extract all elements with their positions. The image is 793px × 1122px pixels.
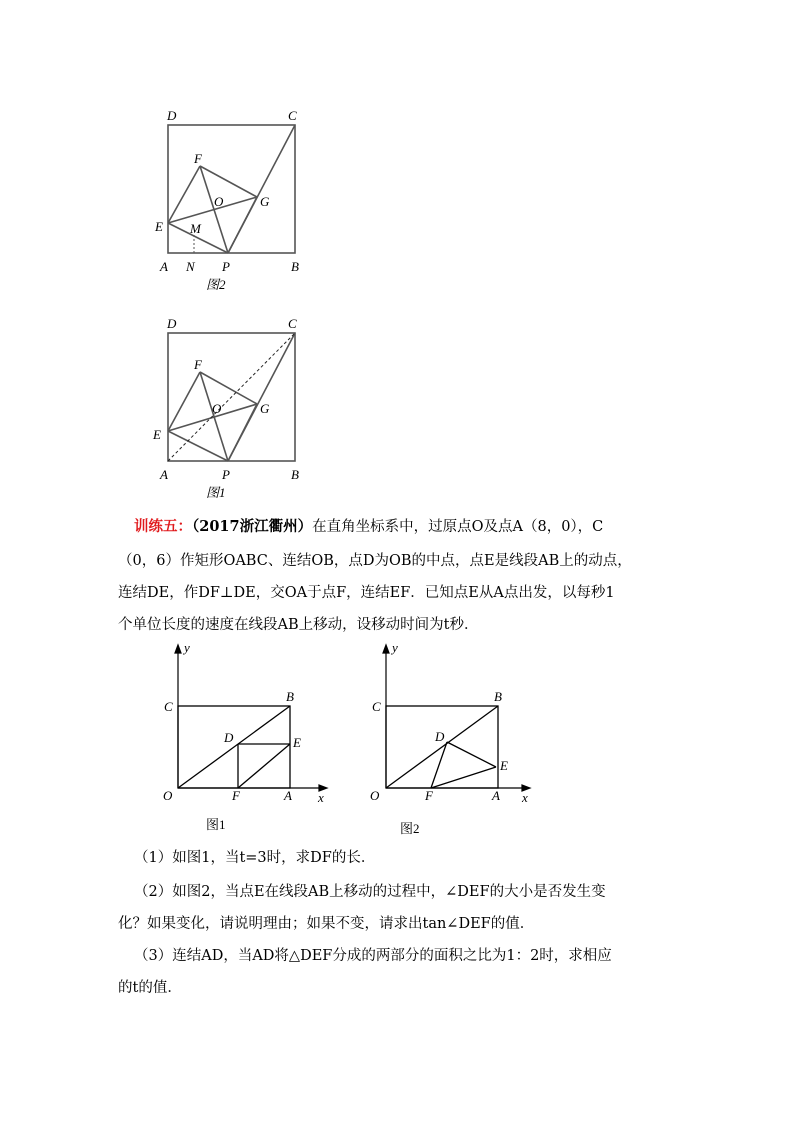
label-d: D	[167, 108, 177, 123]
question-2-line-1: （2）如图2，当点E在线段AB上移动的过程中，∠DEF的大小是否发生变	[134, 884, 606, 900]
label-o: O	[370, 788, 380, 803]
label-x: x	[318, 790, 324, 805]
segment-eg	[168, 197, 257, 223]
label-c: C	[288, 316, 297, 331]
label-f: F	[194, 357, 202, 372]
square-figure-1	[150, 313, 310, 503]
label-e: E	[155, 219, 163, 234]
figure-caption: 图1	[206, 817, 226, 832]
label-f: F	[425, 788, 433, 803]
label-b: B	[286, 689, 294, 704]
label-c: C	[288, 108, 297, 123]
figure-caption: 图2	[400, 821, 420, 836]
segment-ef	[238, 744, 290, 788]
label-a: A	[284, 788, 292, 803]
label-p: P	[222, 467, 230, 482]
question-1: （1）如图1，当t=3时，求DF的长．	[134, 850, 376, 866]
label-g: G	[260, 401, 270, 416]
problem-line-3: 连结DE，作DF⊥DE，交OA于点F，连结EF．已知点E从A点出发，以每秒1	[118, 585, 615, 601]
label-o: O	[214, 194, 224, 209]
diagonal-ob	[178, 706, 290, 788]
label-d: D	[435, 729, 445, 744]
label-f: F	[194, 151, 202, 166]
label-e: E	[293, 735, 301, 750]
problem-label: 训练五：	[134, 518, 192, 535]
label-e: E	[500, 758, 508, 773]
problem-text-1: 在直角坐标系中，过原点O及点A（8，0），C	[312, 519, 604, 535]
label-x: x	[522, 790, 528, 805]
label-b: B	[494, 689, 502, 704]
label-p: P	[222, 259, 230, 274]
coordinate-figure-2	[358, 640, 548, 840]
segment-ef	[431, 767, 496, 788]
label-o: O	[212, 401, 222, 416]
label-g: G	[260, 194, 270, 209]
label-d: D	[224, 730, 234, 745]
question-3-line-1: （3）连结AD，当AD将△DEF分成的两部分的面积之比为1：2时，求相应	[134, 948, 612, 964]
figure-caption: 图2	[206, 277, 226, 292]
segment-gp	[228, 404, 257, 461]
label-a: A	[160, 467, 168, 482]
figure-caption: 图1	[206, 485, 226, 500]
segment-de	[447, 742, 496, 767]
label-o: O	[163, 788, 173, 803]
label-f: F	[232, 788, 240, 803]
label-d: D	[167, 316, 177, 331]
coordinate-figure-1	[150, 640, 340, 840]
segment-gp	[228, 197, 257, 253]
problem-line-2: （0，6）作矩形OABC、连结OB，点D为OB的中点，点E是线段AB上的动点，	[118, 553, 632, 569]
label-a: A	[160, 259, 168, 274]
diagonal-ob	[386, 706, 498, 788]
problem-line-4: 个单位长度的速度在线段AB上移动，设移动时间为t秒．	[118, 617, 479, 633]
label-n: N	[186, 259, 195, 274]
label-y: y	[184, 640, 190, 655]
label-c: C	[372, 699, 381, 714]
problem-source: （2017浙江衢州）	[192, 518, 313, 535]
label-y: y	[392, 640, 398, 655]
square-figure-2	[150, 105, 310, 295]
question-3-line-2: 的t的值．	[118, 980, 182, 996]
label-m: M	[190, 221, 201, 236]
question-2-line-2: 化？如果变化，请说明理由；如果不变，请求出tan∠DEF的值．	[118, 916, 535, 932]
segment-pe	[168, 431, 228, 461]
y-axis-arrow	[383, 645, 389, 653]
label-c: C	[164, 699, 173, 714]
y-axis-arrow	[175, 645, 181, 653]
problem-line-1	[134, 512, 603, 542]
label-b: B	[291, 467, 299, 482]
label-a: A	[492, 788, 500, 803]
label-e: E	[153, 427, 161, 442]
label-b: B	[291, 259, 299, 274]
